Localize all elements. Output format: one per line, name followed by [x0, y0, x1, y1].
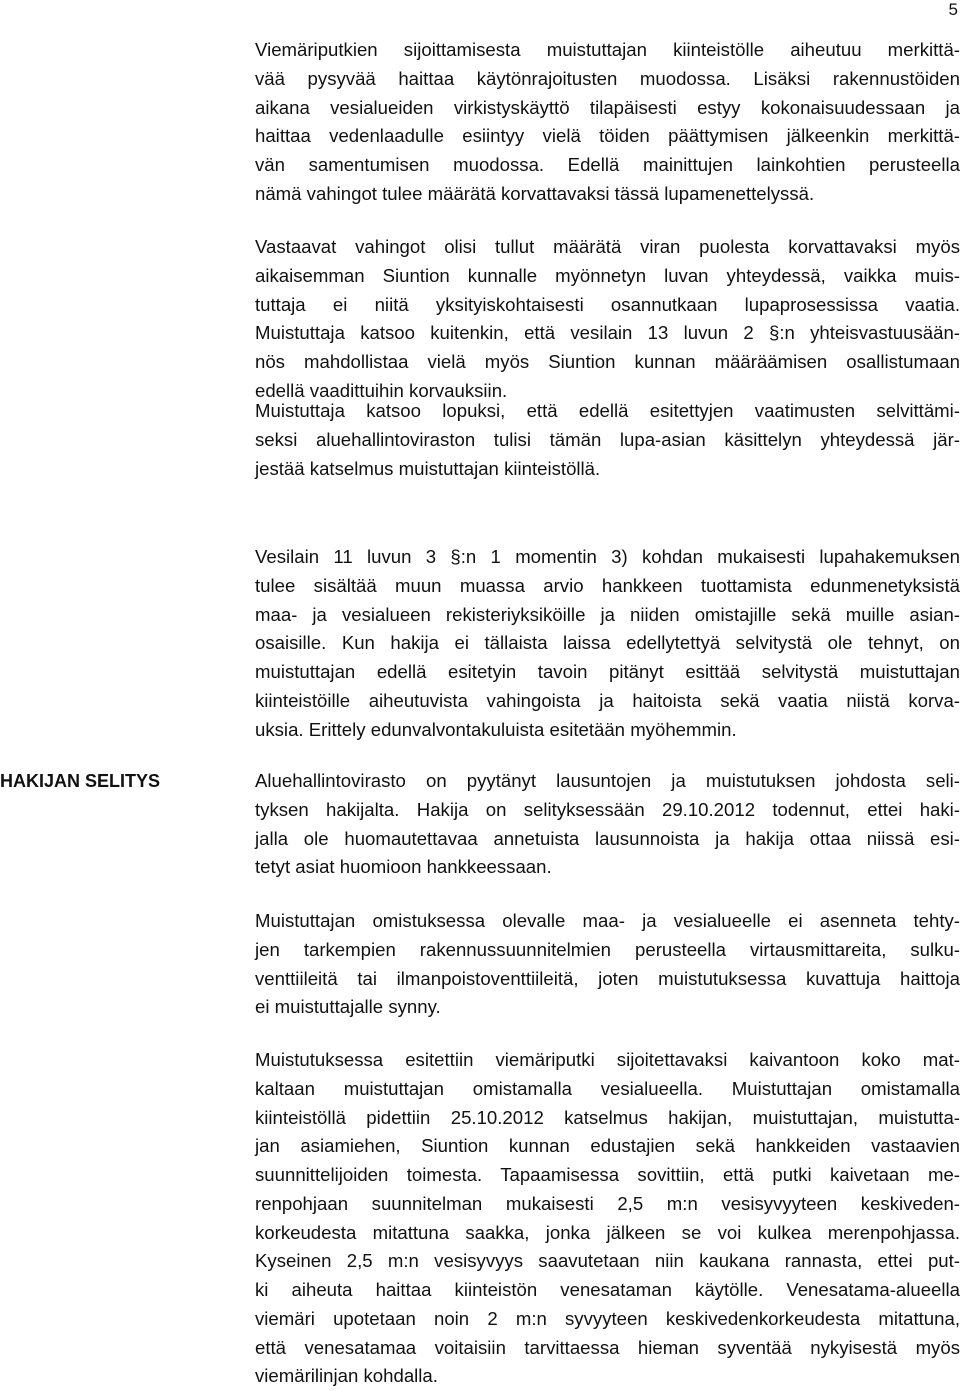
text-line: Vastaavat vahingot olisi tullut määrätä viran puolesta korvattavaksi myös — [255, 236, 960, 257]
text-line: Aluehallintovirasto on pyytänyt lausuntojen ja muistutuksen johdosta seli- — [255, 770, 960, 791]
text-line: ki aiheuta haittaa kiinteistön venesataman käytölle. Venesatama-alueella — [255, 1279, 960, 1300]
text-line: kiinteistöllä pidettiin 25.10.2012 katselmus hakijan, muistuttajan, muistutta- — [255, 1106, 960, 1128]
text-line: Viemäriputkien sijoittamisesta muistuttajan kiinteistölle aiheutuu merkittä- — [255, 39, 960, 60]
text-line: kiinteistöille aiheutuvista vahingoista ja haitoista sekä vaatia niistä korva- — [255, 689, 960, 711]
text-line: vän samentumisen muodossa. Edellä mainittujen lainkohtien perusteella — [255, 154, 960, 175]
text-line: osaisille. Kun hakija ei tällaista laissa edellytettyä selvitystä ole tehnyt, on — [255, 632, 960, 654]
page-number: 5 — [948, 0, 958, 19]
paragraph — [255, 397, 960, 483]
paragraph — [255, 36, 960, 209]
text-line: että venesatamaa voitaisiin tarvittaessa hieman syventää nykyisestä myös — [255, 1336, 960, 1358]
paragraph — [255, 543, 960, 744]
text-line: tyksen hakijalta. Hakija on selityksessään 29.10.2012 todennut, ettei haki- — [255, 798, 960, 820]
text-line: seksi aluehallintoviraston tulisi tämän lupa-asian käsittelyn yhteydessä jär- — [255, 428, 960, 450]
text-line: venttiileitä tai ilmanpoistoventtiileitä, joten muistutuksessa kuvattuja haittoja — [255, 967, 960, 989]
paragraph — [255, 1046, 960, 1391]
text-line: tulee sisältää muun muassa arvio hankkeen tuottamista edunmenetyksistä — [255, 574, 960, 596]
text-line: Muistuttaja katsoo kuitenkin, että vesilain 13 luvun 2 §:n yhteisvastuusään- — [255, 322, 960, 344]
section-heading: HAKIJAN SELITYS — [0, 771, 161, 791]
text-line: nös mahdollistaa vielä myös Siuntion kunnan määräämisen osallistumaan — [255, 351, 960, 372]
text-line: korkeudesta mitattuna saakka, jonka jälkeen se voi kulkea merenpohjassa. — [255, 1221, 960, 1243]
text-line: Muistuttajan omistuksessa olevalle maa- ja vesialueelle ei asenneta tehty- — [255, 910, 960, 931]
paragraph — [255, 907, 960, 1022]
text-line: jestää katselmus muistuttajan kiinteistöllä. — [255, 457, 601, 479]
paragraph — [255, 767, 960, 882]
text-line: aikana vesialueiden virkistyskäyttö tilapäisesti estyy kokonaisuudessaan ja — [255, 96, 960, 118]
text-line: Muistutuksessa esitettiin viemäriputki sijoitettavaksi kaivantoon koko mat- — [255, 1049, 960, 1070]
text-line: maa- ja vesialueen rekisteriyksiköille ja niiden omistajille sekä muille asian- — [255, 603, 960, 625]
text-line: jalla ole huomautettavaa annetuista lausunnoista ja hakija ottaa niissä esi- — [255, 827, 960, 849]
text-line: vää pysyvää haittaa käytönrajoitusten muodossa. Lisäksi rakennustöiden — [255, 67, 960, 89]
text-line: haittaa vedenlaadulle esiintyy vielä töiden päättymisen jälkeenkin merkittä- — [255, 125, 960, 147]
text-line: suunnittelijoiden toimesta. Tapaamisessa sovittiin, että putki kaivetaan me- — [255, 1164, 960, 1185]
text-line: muistuttajan edellä esitetyin tavoin pitänyt esittää selvitystä muistuttajan — [255, 661, 960, 682]
text-line: jan asiamiehen, Siuntion kunnan edustajien sekä hankkeiden vastaavien — [255, 1135, 960, 1157]
text-line: tetyt asiat huomioon hankkeessaan. — [255, 856, 552, 878]
text-line: uksia. Erittely edunvalvontakuluista esitetään myöhemmin. — [255, 718, 737, 740]
text-line: Muistuttaja katsoo lopuksi, että edellä esitettyjen vaatimusten selvittämi- — [255, 400, 960, 421]
text-line: Vesilain 11 luvun 3 §:n 1 momentin 3) kohdan mukaisesti lupahakemuksen — [255, 546, 960, 567]
text-line: ei muistuttajalle synny. — [255, 996, 441, 1018]
paragraph — [255, 233, 960, 406]
text-line: tuttaja ei niitä yksityiskohtaisesti osannutkaan lupaprosessissa vaatia. — [255, 293, 960, 315]
text-line: viemärilinjan kohdalla. — [255, 1365, 438, 1387]
text-line: kaltaan muistuttajan omistamalla vesialueella. Muistuttajan omistamalla — [255, 1077, 960, 1099]
text-line: jen tarkempien rakennussuunnitelmien perusteella virtausmittareita, sulku- — [255, 938, 960, 960]
text-line: nämä vahingot tulee määrätä korvattavaksi tässä lupamenettelyssä. — [255, 182, 815, 204]
text-line: Kyseinen 2,5 m:n vesisyvyys saavutetaan niin kaukana rannasta, ettei put- — [255, 1250, 960, 1272]
text-line: aikaisemman Siuntion kunnalle myönnetyn luvan yhteydessä, vaikka muis- — [255, 264, 960, 286]
text-line: edellä vaadittuihin korvauksiin. — [255, 379, 508, 401]
text-line: viemäri upotetaan noin 2 m:n syvyyteen keskivedenkorkeudesta mitattuna, — [255, 1307, 960, 1329]
text-line: renpohjaan suunnitelman mukaisesti 2,5 m:n vesisyvyyteen keskiveden- — [255, 1192, 960, 1214]
